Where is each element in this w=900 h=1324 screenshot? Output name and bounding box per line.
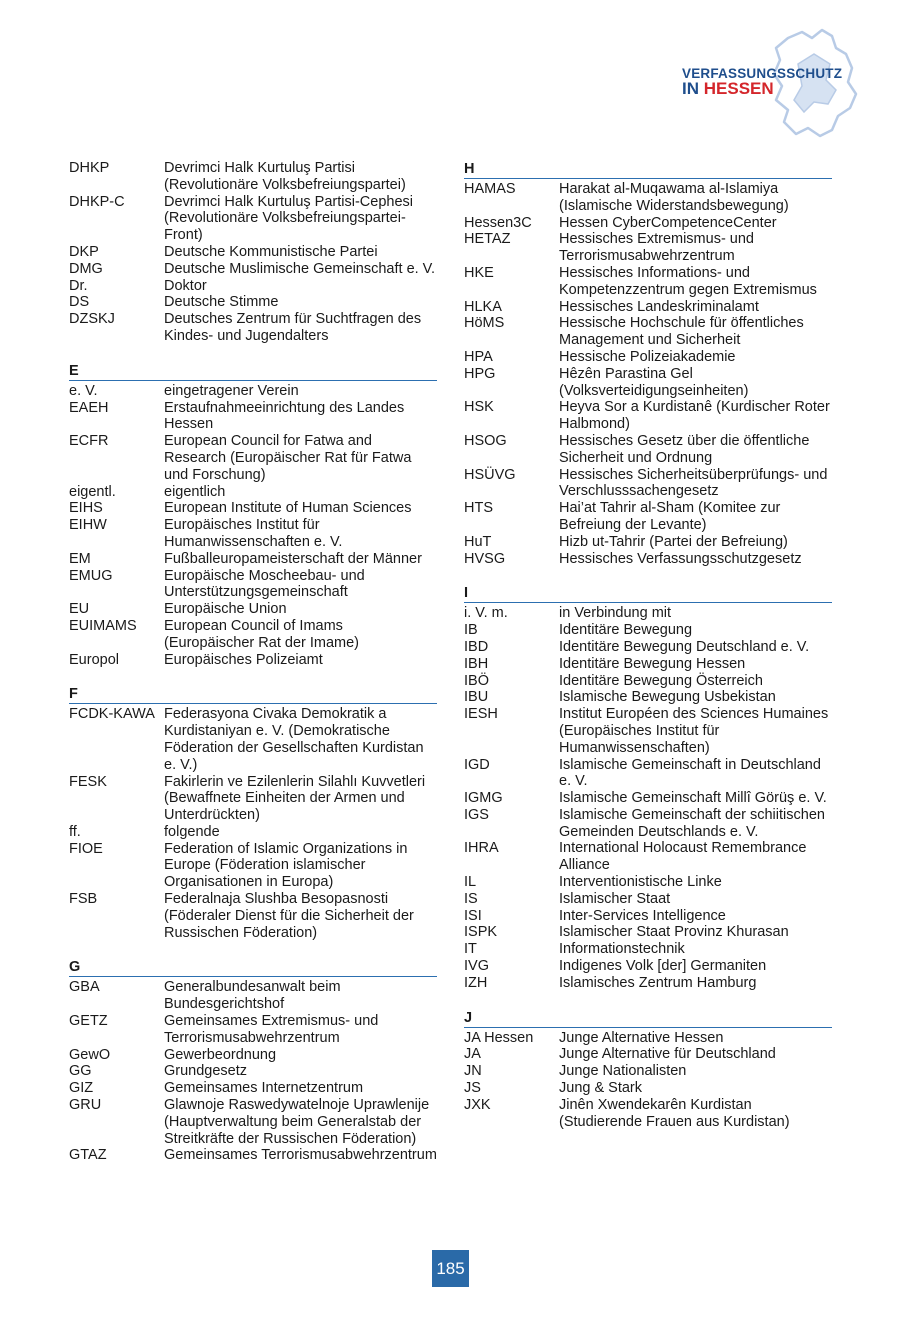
abbreviation: HETAZ — [464, 231, 511, 248]
section-letter-heading: J — [464, 1009, 832, 1028]
abbreviation: FSB — [69, 891, 98, 908]
definition: Identitäre Bewegung — [559, 622, 693, 639]
glossary-entry — [69, 706, 437, 773]
abbreviation: HLKA — [464, 298, 502, 315]
abbreviation: HKE — [464, 264, 494, 281]
definition: Devrimci Halk Kurtuluş Partisi-Cephesi (Revolutionäre Volksbefreiungspartei-Front) — [164, 193, 413, 244]
glossary-entry — [69, 1147, 437, 1164]
definition: Hessisches Informations- und Kompetenzzentrum gegen Extremismus — [559, 264, 817, 298]
abbreviation: JA Hessen — [464, 1029, 534, 1046]
definition: Interventionistische Linke — [559, 874, 722, 891]
glossary-entry — [464, 924, 832, 941]
abbreviation: EU — [69, 601, 90, 618]
abbreviation: EIHW — [69, 517, 107, 534]
abbreviation: ff. — [69, 823, 81, 840]
glossary-entry — [464, 1063, 832, 1080]
logo-line-2 — [682, 80, 774, 98]
definition: in Verbindung mit — [559, 605, 672, 622]
definition: Islamische Bewegung Usbekistan — [559, 689, 776, 706]
abbreviation: GewO — [69, 1046, 111, 1063]
abbreviation: Dr. — [69, 277, 88, 294]
definition: Europäisches Institut für Humanwissenschaften e. V. — [164, 517, 343, 550]
glossary-entry — [69, 517, 437, 551]
definition: Junge Nationalisten — [559, 1063, 687, 1080]
definition: Islamische Gemeinschaft Millî Görüş e. V. — [559, 790, 827, 807]
glossary-entry — [464, 622, 832, 639]
glossary-entry — [69, 1063, 437, 1080]
definition: eingetragener Verein — [164, 382, 299, 399]
definition: Fakirlerin ve Ezilenlerin Silahlı Kuvvetleri (Bewaffnete Einheiten der Armen und Unterdrückten) — [164, 773, 426, 824]
abbreviation: HTS — [464, 500, 493, 517]
verfassungsschutz-hessen-logo — [676, 24, 866, 142]
definition: Hessische Hochschule für öffentliches Management und Sicherheit — [559, 315, 804, 349]
section-letter-heading: H — [464, 160, 832, 179]
abbreviation: IVG — [464, 958, 489, 975]
definition: Hessisches Landeskriminalamt — [559, 298, 759, 315]
definition: Identitäre Bewegung Hessen — [559, 655, 746, 672]
definition: Informationstechnik — [559, 941, 685, 958]
glossary-entry — [464, 656, 832, 673]
definition: Deutsche Muslimische Gemeinschaft e. V. — [164, 260, 436, 277]
glossary-entry — [69, 551, 437, 568]
abbreviation: Europol — [69, 651, 119, 668]
glossary-entry — [464, 1097, 832, 1131]
definition: Hessisches Extremismus- und Terrorismusabwehrzentrum — [559, 231, 754, 265]
abbreviation: HSOG — [464, 432, 507, 449]
definition: folgende — [164, 823, 220, 840]
glossary-entry — [464, 181, 832, 215]
definition: Indigenes Volk [der] Germaniten — [559, 958, 767, 975]
glossary-entry — [69, 433, 437, 483]
abbreviation: DS — [69, 294, 90, 311]
abbreviation: FCDK-KAWA — [69, 706, 155, 723]
abbreviation: HVSG — [464, 550, 506, 567]
abbreviation: FESK — [69, 773, 107, 790]
definition: Islamische Gemeinschaft in Deutschland e. V. — [559, 756, 821, 790]
definition: Islamische Gemeinschaft der schiitischen Gemeinden Deutschlands e. V. — [559, 806, 825, 840]
glossary-entry — [464, 706, 832, 756]
abbreviation: GBA — [69, 979, 100, 996]
definition: European Council of Imams (Europäischer Rat der Imame) — [164, 617, 360, 651]
glossary-entry — [464, 840, 832, 874]
glossary-entry — [464, 231, 832, 265]
glossary-entry — [464, 534, 832, 551]
glossary-entry — [464, 1046, 832, 1063]
abbreviation: JN — [464, 1063, 482, 1080]
glossary-entry — [464, 807, 832, 841]
definition: Identitäre Bewegung Deutschland e. V. — [559, 638, 810, 655]
glossary-entry — [464, 315, 832, 349]
abbreviation: IS — [464, 890, 478, 907]
definition: Gemeinsames Terrorismusabwehrzentrum — [164, 1147, 437, 1164]
definition: Gewerbeordnung — [164, 1046, 277, 1063]
section-letter-heading: I — [464, 584, 832, 603]
glossary-entry — [464, 673, 832, 690]
abbreviation: EIHS — [69, 500, 103, 517]
glossary-entry — [69, 383, 437, 400]
abbreviation: EMUG — [69, 567, 113, 584]
definition: Doktor — [164, 277, 207, 294]
definition: Erstaufnahmeeinrichtung des Landes Hessen — [164, 399, 405, 433]
definition: Junge Alternative Hessen — [559, 1029, 724, 1046]
definition: European Council for Fatwa and Research (Europäischer Rat für Fatwa und Forschung) — [164, 433, 412, 483]
definition: Deutsches Zentrum für Suchtfragen des Kindes- und Jugendalters — [164, 311, 422, 344]
glossary-entry — [464, 975, 832, 992]
definition: Grundgesetz — [164, 1063, 248, 1080]
abbreviation: ISI — [464, 907, 482, 924]
abbreviation: IBÖ — [464, 672, 489, 689]
glossary-entry — [464, 605, 832, 622]
definition: Deutsche Kommunistische Partei — [164, 243, 378, 260]
abbreviation: IHRA — [464, 840, 499, 857]
abbreviation: IBD — [464, 638, 489, 655]
glossary-entry — [464, 891, 832, 908]
definition: Europäische Union — [164, 601, 287, 618]
section-letter-heading: F — [69, 685, 437, 704]
abbreviation: IGS — [464, 806, 489, 823]
glossary-entry — [69, 568, 437, 602]
abbreviation: HSÜVG — [464, 466, 516, 483]
definition: Hai’at Tahrir al-Sham (Komitee zur Befreiung der Levante) — [559, 500, 781, 533]
glossary-entry — [69, 601, 437, 618]
glossary-entry — [464, 349, 832, 366]
abbreviation: HSK — [464, 399, 494, 416]
glossary-section — [464, 1009, 832, 1131]
abbreviation: GIZ — [69, 1080, 94, 1097]
glossary-entry — [69, 160, 437, 194]
abbreviation: IB — [464, 622, 478, 639]
logo-in: IN — [682, 79, 704, 98]
abbreviation: GTAZ — [69, 1147, 107, 1164]
logo-line-1: VERFASSUNGSSCHUTZ — [682, 66, 843, 81]
definition: Junge Alternative für Deutschland — [559, 1046, 776, 1063]
definition: Devrimci Halk Kurtuluş Partisi (Revolutionäre Volksbefreiungspartei) — [164, 160, 406, 193]
glossary-entry — [69, 500, 437, 517]
definition: Institut Européen des Sciences Humaines (Europäisches Institut für Humanwissenschaften) — [559, 706, 829, 756]
definition: Europäisches Polizeiamt — [164, 651, 323, 668]
logo-hessen: HESSEN — [703, 79, 774, 98]
abbreviation: HAMAS — [464, 181, 516, 197]
glossary-entry — [464, 500, 832, 534]
glossary-entry — [69, 841, 437, 891]
glossary-entry — [464, 467, 832, 501]
definition: Federalnaja Slushba Besopasnosti (Föderaler Dienst für die Sicherheit der Russischen Föderation) — [164, 891, 414, 941]
glossary-entry — [69, 979, 437, 1013]
definition: Hizb ut-Tahrir (Partei der Befreiung) — [559, 533, 788, 550]
definition: Islamisches Zentrum Hamburg — [559, 974, 757, 991]
abbreviation: HöMS — [464, 315, 505, 332]
glossary-entry — [464, 1080, 832, 1097]
section-letter-heading: E — [69, 362, 437, 381]
glossary-entry — [69, 824, 437, 841]
glossary-entry — [464, 757, 832, 791]
definition: Gemeinsames Internetzentrum — [164, 1080, 364, 1097]
glossary-section — [464, 160, 832, 567]
abbreviation: HPA — [464, 348, 493, 365]
abbreviation: EUIMAMS — [69, 617, 137, 634]
definition: Hessen CyberCompetenceCenter — [559, 214, 777, 231]
glossary-entry — [69, 891, 437, 941]
glossary-entry — [69, 311, 437, 345]
glossary-entry — [69, 618, 437, 652]
glossary-entry — [464, 299, 832, 316]
abbreviation: IBU — [464, 689, 489, 706]
glossary-entry — [69, 1080, 437, 1097]
abbreviation: IL — [464, 874, 477, 891]
glossary-entry — [69, 400, 437, 434]
glossary-entry — [69, 278, 437, 295]
definition: European Institute of Human Sciences — [164, 500, 412, 517]
definition: Hessisches Verfassungsschutzgesetz — [559, 550, 802, 567]
glossary-entry — [69, 1097, 437, 1147]
glossary-entry — [69, 1047, 437, 1064]
abbreviation: IGD — [464, 756, 490, 773]
abbreviation: eigentl. — [69, 483, 116, 500]
abbreviation: IGMG — [464, 790, 503, 807]
glossary-entry — [69, 484, 437, 501]
glossary-entry — [464, 639, 832, 656]
glossary-entry — [464, 874, 832, 891]
glossary-entry — [464, 366, 832, 400]
definition: Gemeinsames Extremismus- und Terrorismusabwehrzentrum — [164, 1013, 379, 1046]
glossary-entry — [69, 294, 437, 311]
definition: Europäische Moscheebau- und Unterstützungsgemeinschaft — [164, 567, 365, 601]
definition: Generalbundesanwalt beim Bundesgerichtshof — [164, 979, 341, 1013]
abbreviation: GRU — [69, 1097, 102, 1114]
abbreviation: GG — [69, 1063, 92, 1080]
abbreviation: DKP — [69, 243, 99, 260]
abbreviation: FIOE — [69, 840, 103, 857]
abbreviation: JA — [464, 1046, 481, 1063]
glossary-entry — [464, 399, 832, 433]
glossary-left-column — [69, 160, 437, 1181]
definition: Jung & Stark — [559, 1080, 643, 1097]
glossary-entry — [464, 433, 832, 467]
abbreviation: ECFR — [69, 433, 109, 450]
abbreviation: HuT — [464, 533, 492, 550]
abbreviation: HPG — [464, 365, 496, 382]
glossary-section — [464, 584, 832, 991]
glossary-entry — [464, 958, 832, 975]
glossary-entry — [69, 1013, 437, 1047]
abbreviation: EM — [69, 550, 91, 567]
abbreviation: IZH — [464, 974, 488, 991]
definition: Inter-Services Intelligence — [559, 907, 726, 924]
abbreviation: DMG — [69, 260, 103, 277]
definition: Hêzên Parastina Gel (Volksverteidigungseinheiten) — [559, 365, 749, 399]
definition: Heyva Sor a Kurdistanê (Kurdischer Roter Halbmond) — [559, 399, 830, 433]
abbreviation: IT — [464, 941, 477, 958]
glossary-section — [69, 685, 437, 941]
definition: Fußballeuropameisterschaft der Männer — [164, 550, 422, 567]
abbreviation: DHKP-C — [69, 193, 125, 210]
definition: Hessisches Sicherheitsüberprüfungs- und Verschlusssachengesetz — [559, 466, 828, 500]
glossary-entry — [69, 774, 437, 824]
abbreviation: EAEH — [69, 399, 109, 416]
abbreviation: GETZ — [69, 1013, 108, 1030]
abbreviation: DHKP — [69, 160, 110, 176]
definition: Jinên Xwendekarên Kurdistan (Studierende Frauen aus Kurdistan) — [559, 1096, 790, 1130]
glossary-entry — [69, 244, 437, 261]
definition: International Holocaust Remembrance Alliance — [559, 840, 807, 874]
definition: Deutsche Stimme — [164, 294, 279, 311]
abbreviation: Hessen3C — [464, 214, 532, 231]
glossary-entry — [69, 194, 437, 244]
abbreviation: e. V. — [69, 382, 98, 399]
glossary-section — [69, 362, 437, 669]
definition: Identitäre Bewegung Österreich — [559, 672, 763, 689]
definition: Glawnoje Raswedywatelnoje Uprawlenije (Hauptverwaltung beim Generalstab der Streitkräfte der Russischen Föderation) — [164, 1097, 430, 1147]
glossary-right-column — [464, 160, 832, 1147]
glossary-entry — [69, 652, 437, 669]
glossary-section — [69, 160, 437, 345]
glossary-entry — [69, 261, 437, 278]
abbreviation: ISPK — [464, 924, 498, 941]
glossary-entry — [464, 551, 832, 568]
glossary-entry — [464, 1030, 832, 1047]
definition: Islamischer Staat Provinz Khurasan — [559, 924, 789, 941]
glossary-section — [69, 958, 437, 1164]
glossary-entry — [464, 265, 832, 299]
abbreviation: JXK — [464, 1096, 491, 1113]
definition: Hessische Polizeiakademie — [559, 348, 736, 365]
definition: Federation of Islamic Organizations in Europe (Föderation islamischer Organisationen in Europa) — [164, 840, 408, 891]
glossary-entry — [464, 941, 832, 958]
abbreviation: JS — [464, 1080, 481, 1097]
definition: Islamischer Staat — [559, 890, 671, 907]
abbreviation: DZSKJ — [69, 311, 115, 328]
definition: Federasyona Civaka Demokratik a Kurdistaniyan e. V. (Demokratische Föderation der Gesellschaften Kurdistan e. V.) — [164, 706, 424, 773]
definition: eigentlich — [164, 483, 226, 500]
section-letter-heading: G — [69, 958, 437, 977]
glossary-entry — [464, 908, 832, 925]
glossary-entry — [464, 215, 832, 232]
abbreviation: IESH — [464, 706, 498, 723]
definition: Harakat al-Muqawama al-Islamiya (Islamische Widerstandsbewegung) — [559, 181, 789, 214]
abbreviation: i. V. m. — [464, 605, 508, 622]
abbreviation: IBH — [464, 655, 489, 672]
glossary-entry — [464, 689, 832, 706]
page-number: 185 — [432, 1250, 469, 1287]
definition: Hessisches Gesetz über die öffentliche Sicherheit und Ordnung — [559, 432, 810, 466]
glossary-entry — [464, 790, 832, 807]
